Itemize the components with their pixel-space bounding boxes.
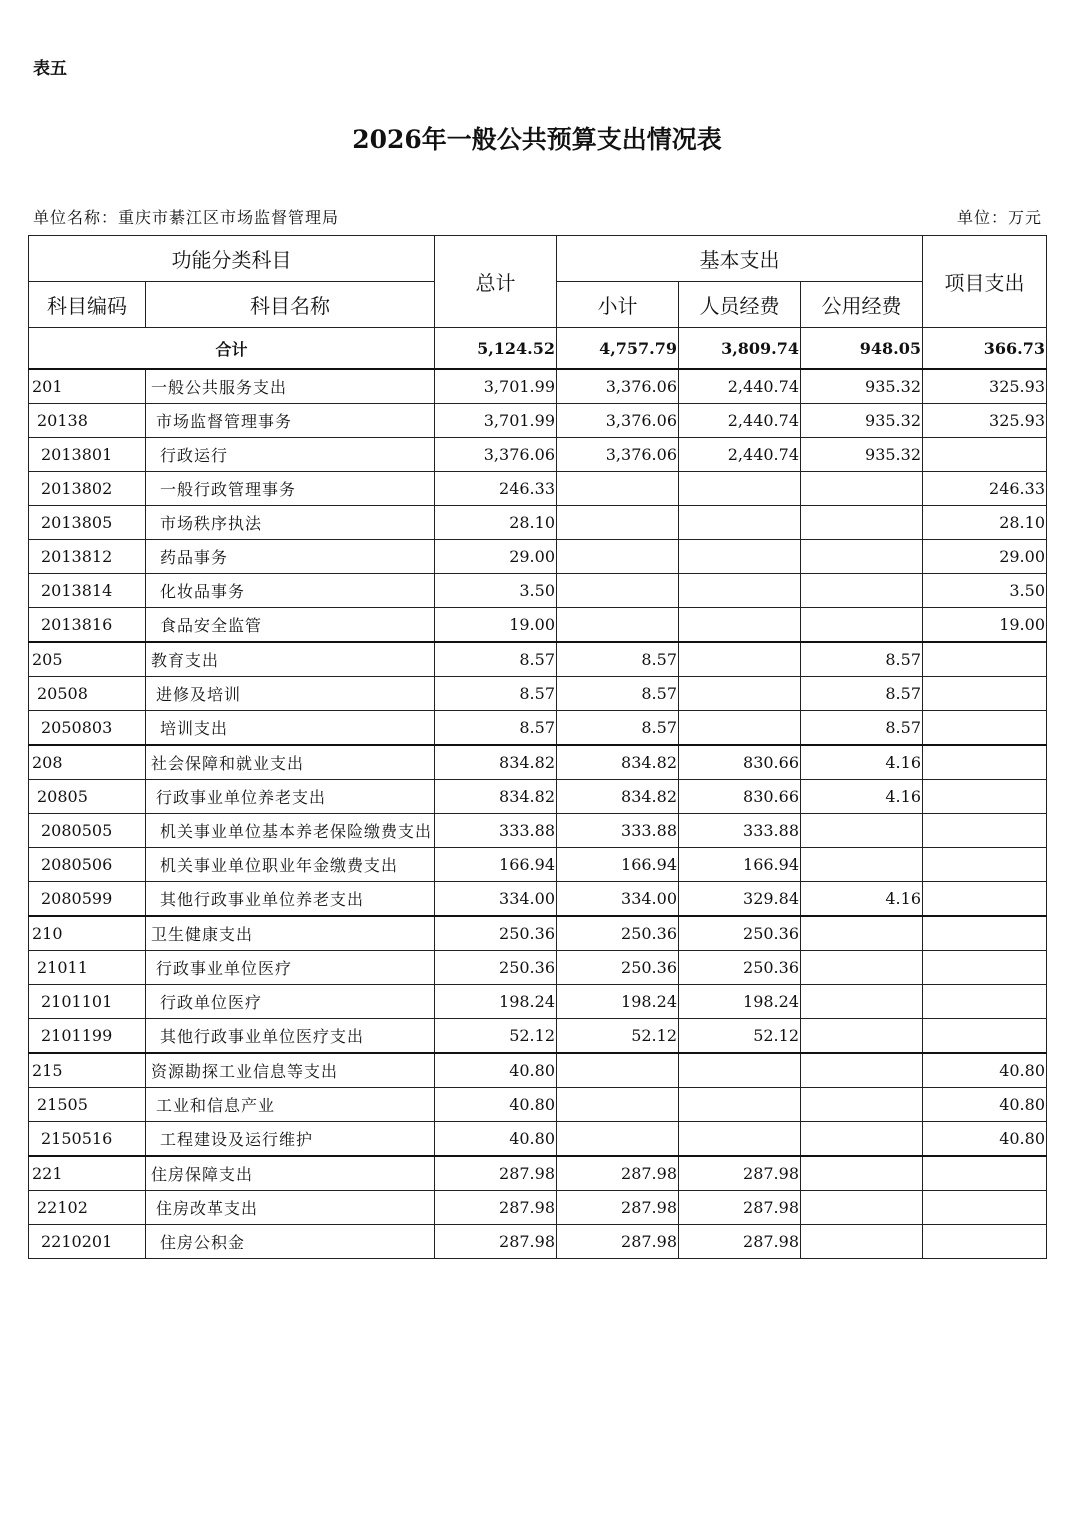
cell-project — [923, 916, 1047, 951]
cell-project — [923, 985, 1047, 1019]
table-row — [29, 1225, 1047, 1259]
cell-code: 215 — [29, 1053, 146, 1088]
cell-project: 29.00 — [923, 540, 1047, 574]
cell-personnel: 287.98 — [679, 1225, 801, 1259]
cell-subtotal — [557, 1088, 679, 1122]
cell-total: 287.98 — [435, 1191, 557, 1225]
cell-code: 2101101 — [29, 985, 146, 1019]
cell-subtotal: 287.98 — [557, 1191, 679, 1225]
cell-total: 40.80 — [435, 1088, 557, 1122]
cell-personnel: 830.66 — [679, 780, 801, 814]
table-row — [29, 916, 1047, 951]
cell-total: 166.94 — [435, 848, 557, 882]
cell-project — [923, 951, 1047, 985]
cell-code: 2013802 — [29, 472, 146, 506]
cell-project — [923, 642, 1047, 677]
cell-public: 4.16 — [801, 882, 923, 917]
cell-code: 2080599 — [29, 882, 146, 917]
cell-public — [801, 574, 923, 608]
cell-subtotal — [557, 1122, 679, 1157]
cell-name: 卫生健康支出 — [146, 916, 435, 951]
table-row — [29, 711, 1047, 746]
cell-personnel: 2,440.74 — [679, 438, 801, 472]
cell-subtotal: 198.24 — [557, 985, 679, 1019]
table-row — [29, 1053, 1047, 1088]
cell-name: 教育支出 — [146, 642, 435, 677]
cell-subtotal: 287.98 — [557, 1225, 679, 1259]
cell-subtotal: 834.82 — [557, 745, 679, 780]
cell-public — [801, 916, 923, 951]
cell-public — [801, 848, 923, 882]
cell-public — [801, 985, 923, 1019]
cell-name: 住房公积金 — [146, 1225, 435, 1259]
cell-code: 2080505 — [29, 814, 146, 848]
cell-code: 21011 — [29, 951, 146, 985]
summary-row — [29, 328, 1047, 370]
cell-subtotal: 8.57 — [557, 711, 679, 746]
cell-public — [801, 1053, 923, 1088]
summary-personnel: 3,809.74 — [679, 328, 801, 370]
cell-project — [923, 814, 1047, 848]
cell-project — [923, 1019, 1047, 1054]
cell-personnel — [679, 642, 801, 677]
header-name: 科目名称 — [146, 282, 435, 328]
summary-label: 合计 — [29, 328, 435, 370]
cell-personnel — [679, 574, 801, 608]
cell-subtotal: 3,376.06 — [557, 438, 679, 472]
cell-subtotal: 3,376.06 — [557, 404, 679, 438]
cell-name: 其他行政事业单位医疗支出 — [146, 1019, 435, 1054]
cell-personnel: 333.88 — [679, 814, 801, 848]
table-row — [29, 814, 1047, 848]
cell-personnel: 198.24 — [679, 985, 801, 1019]
cell-personnel: 287.98 — [679, 1156, 801, 1191]
cell-total: 334.00 — [435, 882, 557, 917]
cell-public: 8.57 — [801, 711, 923, 746]
cell-public: 4.16 — [801, 745, 923, 780]
cell-total: 3.50 — [435, 574, 557, 608]
cell-code: 2050803 — [29, 711, 146, 746]
cell-public: 4.16 — [801, 780, 923, 814]
cell-total: 333.88 — [435, 814, 557, 848]
cell-total: 40.80 — [435, 1122, 557, 1157]
cell-name: 食品安全监管 — [146, 608, 435, 643]
cell-code: 20138 — [29, 404, 146, 438]
cell-total: 834.82 — [435, 745, 557, 780]
cell-project — [923, 1156, 1047, 1191]
cell-personnel — [679, 1053, 801, 1088]
cell-code: 205 — [29, 642, 146, 677]
cell-name: 行政事业单位养老支出 — [146, 780, 435, 814]
cell-public — [801, 608, 923, 643]
cell-subtotal — [557, 608, 679, 643]
cell-project: 325.93 — [923, 369, 1047, 404]
cell-name: 进修及培训 — [146, 677, 435, 711]
cell-name: 行政单位医疗 — [146, 985, 435, 1019]
summary-public: 948.05 — [801, 328, 923, 370]
cell-personnel — [679, 506, 801, 540]
cell-project — [923, 848, 1047, 882]
table-row — [29, 540, 1047, 574]
cell-name: 其他行政事业单位养老支出 — [146, 882, 435, 917]
cell-total: 3,701.99 — [435, 404, 557, 438]
header-personnel: 人员经费 — [679, 282, 801, 328]
cell-public — [801, 540, 923, 574]
cell-code: 2210201 — [29, 1225, 146, 1259]
cell-total: 29.00 — [435, 540, 557, 574]
header-public: 公用经费 — [801, 282, 923, 328]
cell-name: 药品事务 — [146, 540, 435, 574]
table-row — [29, 1156, 1047, 1191]
cell-total: 8.57 — [435, 642, 557, 677]
cell-subtotal: 250.36 — [557, 951, 679, 985]
cell-code: 2013814 — [29, 574, 146, 608]
cell-subtotal: 52.12 — [557, 1019, 679, 1054]
cell-personnel — [679, 711, 801, 746]
table-row — [29, 438, 1047, 472]
cell-code: 2150516 — [29, 1122, 146, 1157]
cell-personnel: 2,440.74 — [679, 369, 801, 404]
page-title: 2026年一般公共预算支出情况表 — [352, 125, 722, 154]
cell-project: 40.80 — [923, 1088, 1047, 1122]
cell-public: 8.57 — [801, 642, 923, 677]
cell-code: 2013812 — [29, 540, 146, 574]
table-row — [29, 404, 1047, 438]
table-row — [29, 472, 1047, 506]
cell-code: 2101199 — [29, 1019, 146, 1054]
cell-code: 201 — [29, 369, 146, 404]
cell-code: 20508 — [29, 677, 146, 711]
table-row — [29, 642, 1047, 677]
summary-total: 5,124.52 — [435, 328, 557, 370]
header-code: 科目编码 — [29, 282, 146, 328]
table-row — [29, 506, 1047, 540]
currency-unit-label: 单位：万元 — [956, 208, 1042, 227]
cell-code: 21505 — [29, 1088, 146, 1122]
cell-code: 208 — [29, 745, 146, 780]
cell-subtotal — [557, 574, 679, 608]
cell-personnel: 2,440.74 — [679, 404, 801, 438]
cell-total: 8.57 — [435, 677, 557, 711]
cell-subtotal — [557, 540, 679, 574]
cell-code: 210 — [29, 916, 146, 951]
cell-total: 250.36 — [435, 916, 557, 951]
cell-name: 化妆品事务 — [146, 574, 435, 608]
cell-personnel — [679, 677, 801, 711]
cell-subtotal: 8.57 — [557, 677, 679, 711]
cell-name: 工程建设及运行维护 — [146, 1122, 435, 1157]
summary-project: 366.73 — [923, 328, 1047, 370]
cell-public: 935.32 — [801, 404, 923, 438]
cell-code: 2013801 — [29, 438, 146, 472]
table-row — [29, 985, 1047, 1019]
cell-total: 287.98 — [435, 1225, 557, 1259]
cell-subtotal: 333.88 — [557, 814, 679, 848]
cell-name: 住房保障支出 — [146, 1156, 435, 1191]
table-row — [29, 951, 1047, 985]
table-row — [29, 882, 1047, 917]
cell-total: 3,701.99 — [435, 369, 557, 404]
cell-subtotal: 3,376.06 — [557, 369, 679, 404]
cell-total: 198.24 — [435, 985, 557, 1019]
cell-project — [923, 677, 1047, 711]
cell-name: 行政事业单位医疗 — [146, 951, 435, 985]
cell-total: 287.98 — [435, 1156, 557, 1191]
cell-project: 40.80 — [923, 1053, 1047, 1088]
cell-name: 一般公共服务支出 — [146, 369, 435, 404]
cell-project: 40.80 — [923, 1122, 1047, 1157]
cell-name: 工业和信息产业 — [146, 1088, 435, 1122]
cell-code: 2080506 — [29, 848, 146, 882]
table-row — [29, 1019, 1047, 1054]
cell-subtotal: 166.94 — [557, 848, 679, 882]
cell-total: 246.33 — [435, 472, 557, 506]
header-func-class: 功能分类科目 — [29, 236, 435, 282]
cell-subtotal — [557, 472, 679, 506]
cell-public — [801, 1019, 923, 1054]
cell-public — [801, 814, 923, 848]
cell-name: 市场秩序执法 — [146, 506, 435, 540]
cell-name: 一般行政管理事务 — [146, 472, 435, 506]
cell-personnel: 329.84 — [679, 882, 801, 917]
cell-project — [923, 1191, 1047, 1225]
cell-public — [801, 1191, 923, 1225]
cell-total: 250.36 — [435, 951, 557, 985]
table-row — [29, 745, 1047, 780]
cell-total: 8.57 — [435, 711, 557, 746]
cell-project — [923, 780, 1047, 814]
cell-personnel: 250.36 — [679, 916, 801, 951]
header-basic: 基本支出 — [557, 236, 923, 282]
cell-total: 40.80 — [435, 1053, 557, 1088]
table-row — [29, 1122, 1047, 1157]
cell-personnel — [679, 608, 801, 643]
cell-code: 2013816 — [29, 608, 146, 643]
cell-public: 935.32 — [801, 369, 923, 404]
header-total: 总计 — [435, 236, 557, 328]
cell-name: 机关事业单位职业年金缴费支出 — [146, 848, 435, 882]
cell-public — [801, 951, 923, 985]
cell-personnel — [679, 472, 801, 506]
cell-personnel — [679, 1088, 801, 1122]
cell-public: 935.32 — [801, 438, 923, 472]
cell-personnel: 830.66 — [679, 745, 801, 780]
cell-project: 19.00 — [923, 608, 1047, 643]
table-row — [29, 369, 1047, 404]
cell-name: 社会保障和就业支出 — [146, 745, 435, 780]
cell-subtotal: 8.57 — [557, 642, 679, 677]
cell-total: 19.00 — [435, 608, 557, 643]
cell-public — [801, 472, 923, 506]
cell-total: 28.10 — [435, 506, 557, 540]
cell-subtotal: 834.82 — [557, 780, 679, 814]
cell-name: 培训支出 — [146, 711, 435, 746]
cell-total: 3,376.06 — [435, 438, 557, 472]
cell-subtotal: 287.98 — [557, 1156, 679, 1191]
cell-code: 20805 — [29, 780, 146, 814]
cell-subtotal: 334.00 — [557, 882, 679, 917]
cell-project — [923, 1225, 1047, 1259]
cell-personnel: 166.94 — [679, 848, 801, 882]
cell-public — [801, 1088, 923, 1122]
cell-project: 28.10 — [923, 506, 1047, 540]
cell-project: 3.50 — [923, 574, 1047, 608]
cell-project — [923, 745, 1047, 780]
cell-name: 行政运行 — [146, 438, 435, 472]
cell-personnel — [679, 1122, 801, 1157]
cell-public — [801, 506, 923, 540]
cell-project — [923, 438, 1047, 472]
cell-project: 246.33 — [923, 472, 1047, 506]
cell-code: 2013805 — [29, 506, 146, 540]
table-row — [29, 677, 1047, 711]
cell-subtotal — [557, 506, 679, 540]
cell-project — [923, 882, 1047, 917]
cell-code: 221 — [29, 1156, 146, 1191]
cell-name: 市场监督管理事务 — [146, 404, 435, 438]
cell-total: 52.12 — [435, 1019, 557, 1054]
header-subtotal: 小计 — [557, 282, 679, 328]
summary-subtotal: 4,757.79 — [557, 328, 679, 370]
cell-total: 834.82 — [435, 780, 557, 814]
table-row — [29, 608, 1047, 643]
header-project: 项目支出 — [923, 236, 1047, 328]
cell-public — [801, 1122, 923, 1157]
cell-personnel — [679, 540, 801, 574]
unit-name-label: 单位名称：重庆市綦江区市场监督管理局 — [33, 208, 340, 227]
table-row — [29, 574, 1047, 608]
cell-name: 机关事业单位基本养老保险缴费支出 — [146, 814, 435, 848]
table-row — [29, 780, 1047, 814]
cell-personnel: 250.36 — [679, 951, 801, 985]
budget-expenditure-table — [28, 235, 1047, 1259]
cell-public: 8.57 — [801, 677, 923, 711]
cell-name: 住房改革支出 — [146, 1191, 435, 1225]
table-number: 表五 — [33, 59, 67, 79]
table-row — [29, 1191, 1047, 1225]
cell-subtotal — [557, 1053, 679, 1088]
cell-public — [801, 1225, 923, 1259]
cell-subtotal: 250.36 — [557, 916, 679, 951]
cell-code: 22102 — [29, 1191, 146, 1225]
table-row — [29, 1088, 1047, 1122]
table-row — [29, 848, 1047, 882]
cell-personnel: 287.98 — [679, 1191, 801, 1225]
cell-personnel: 52.12 — [679, 1019, 801, 1054]
cell-project: 325.93 — [923, 404, 1047, 438]
cell-project — [923, 711, 1047, 746]
cell-name: 资源勘探工业信息等支出 — [146, 1053, 435, 1088]
cell-public — [801, 1156, 923, 1191]
